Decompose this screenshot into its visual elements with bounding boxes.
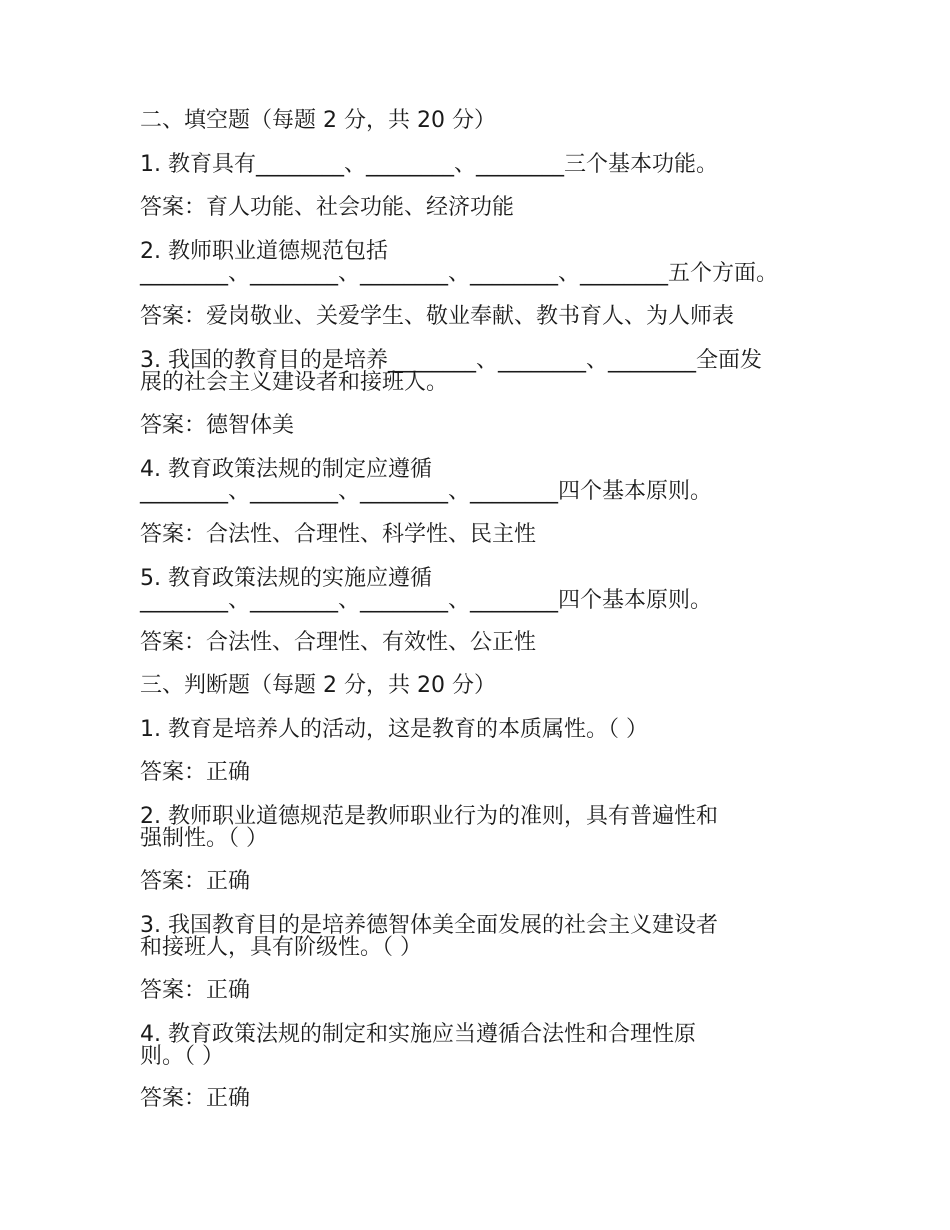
question-text: 5. 教育政策法规的实施应遵循 <box>140 566 432 591</box>
section-heading-true-false: 三、判断题（每题 2 分，共 20 分） <box>140 673 496 698</box>
answer-text: 答案：德智体美 <box>140 413 295 438</box>
question-text: 4. 教育政策法规的制定应遵循 <box>140 457 432 482</box>
answer-text: 答案：正确 <box>140 1086 251 1111</box>
question-text: 则。（ ） <box>140 1044 224 1069</box>
question-text: 强制性。（ ） <box>140 826 268 851</box>
answer-text: 答案：爱岗敬业、关爱学生、敬业奉献、教书育人、为人师表 <box>140 304 735 329</box>
answer-text: 答案：正确 <box>140 760 251 785</box>
question-text: 1. 教育具有________、________、________三个基本功能。 <box>140 152 718 177</box>
answer-text: 答案：育人功能、社会功能、经济功能 <box>140 195 515 220</box>
answer-text: 答案：正确 <box>140 978 251 1003</box>
question-text: 和接班人，具有阶级性。（ ） <box>140 935 422 960</box>
question-text: ________、________、________、________四个基本原则。 <box>140 479 713 504</box>
question-text: 1. 教育是培养人的活动，这是教育的本质属性。（ ） <box>140 717 648 742</box>
question-text: 2. 教师职业道德规范是教师职业行为的准则，具有普遍性和 <box>140 804 718 829</box>
question-text: ________、________、________、________四个基本原则。 <box>140 588 713 613</box>
question-text: 3. 我国的教育目的是培养________、________、________全面发 <box>140 348 762 373</box>
question-text: ________、________、________、________、________五个方面。 <box>140 261 779 286</box>
question-text: 3. 我国教育目的是培养德智体美全面发展的社会主义建设者 <box>140 913 718 938</box>
question-text: 展的社会主义建设者和接班人。 <box>140 370 449 395</box>
answer-text: 答案：合法性、合理性、有效性、公正性 <box>140 630 537 655</box>
section-heading-fill-in: 二、填空题（每题 2 分，共 20 分） <box>140 108 496 133</box>
answer-text: 答案：正确 <box>140 869 251 894</box>
question-text: 2. 教师职业道德规范包括 <box>140 239 388 264</box>
question-text: 4. 教育政策法规的制定和实施应当遵循合法性和合理性原 <box>140 1022 696 1047</box>
answer-text: 答案：合法性、合理性、科学性、民主性 <box>140 522 537 547</box>
